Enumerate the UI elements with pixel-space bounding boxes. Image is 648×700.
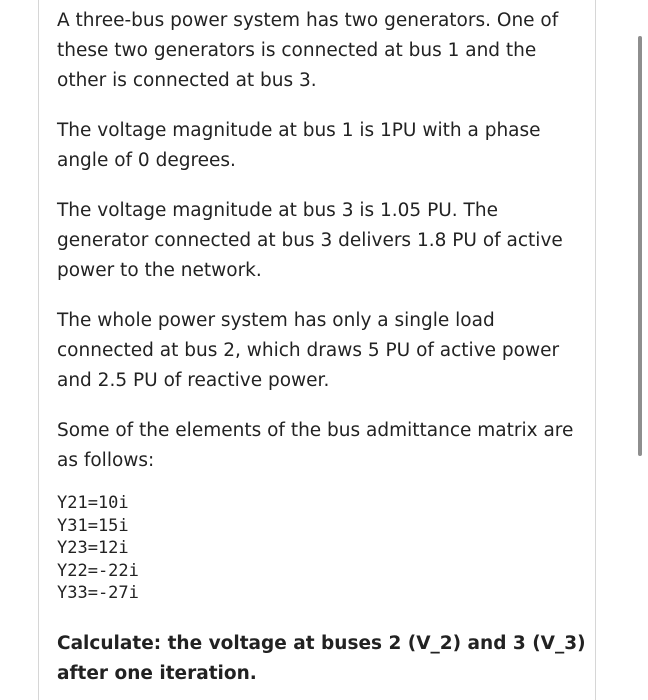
paragraph-bus1-voltage: The voltage magnitude at bus 1 is 1PU with a phase angle of 0 degrees. — [57, 120, 541, 171]
question-prompt: Calculate: the voltage at buses 2 (V_2) and 3 (V_3) after one iteration. — [57, 633, 586, 684]
question-card — [38, 0, 596, 700]
admittance-y21: Y21=10i — [57, 493, 129, 513]
admittance-y33: Y33=-27i — [57, 583, 139, 603]
question-body — [57, 6, 587, 698]
paragraph-admittance-intro: Some of the elements of the bus admittance matrix are as follows: — [57, 420, 574, 471]
admittance-y22: Y22=-22i — [57, 560, 139, 581]
admittance-y31: Y31=15i — [57, 515, 129, 536]
admittance-code-block — [57, 492, 587, 605]
paragraph-generators: A three-bus power system has two generators. One of these two generators is connected at bus 1 and the other is connected at bus 3. — [57, 10, 559, 91]
paragraph-bus3-voltage: The voltage magnitude at bus 3 is 1.05 PU. The generator connected at bus 3 delivers 1.8 PU of active power to the network. — [57, 200, 563, 281]
paragraph-load: The whole power system has only a single load connected at bus 2, which draws 5 PU of active power and 2.5 PU of reactive power. — [57, 310, 560, 391]
scrollbar-thumb[interactable] — [638, 36, 642, 456]
admittance-y23: Y23=12i — [57, 538, 129, 558]
